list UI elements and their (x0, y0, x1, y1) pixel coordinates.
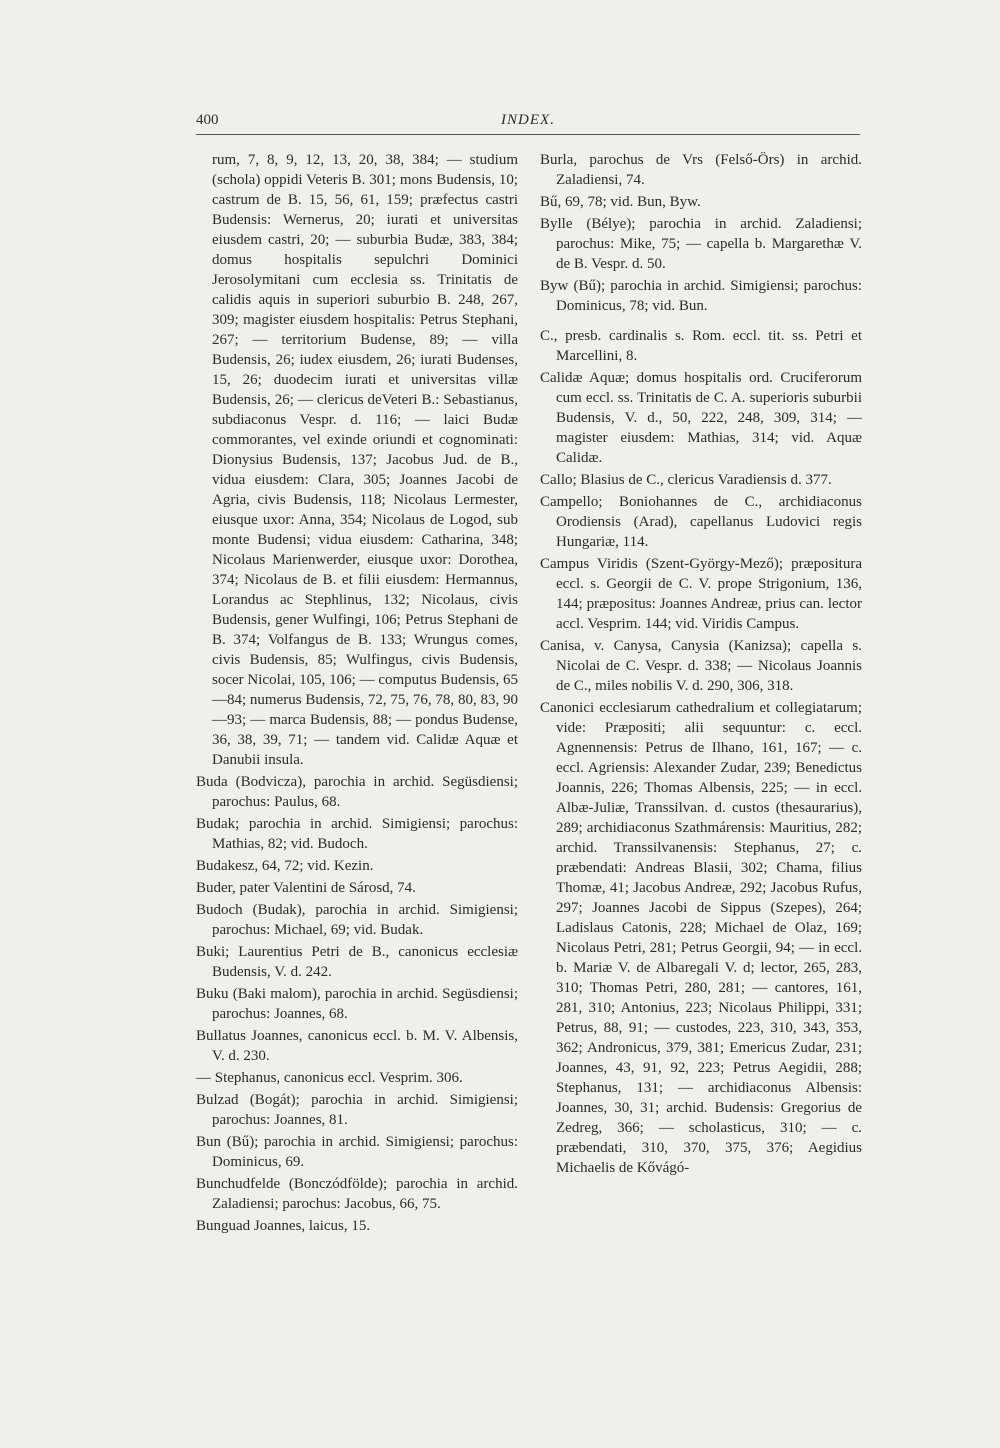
index-entry: — Stephanus, canonicus eccl. Vesprim. 306. (196, 1070, 463, 1086)
index-entry: Bunchudfelde (Bonczódfölde); parochia in archid. Zaladiensi; parochus: Jacobus, 66, 75. (196, 1176, 518, 1212)
index-entry: Burla, parochus de Vrs (Felső-Örs) in archid. Zaladiensi, 74. (540, 152, 862, 188)
index-entry: Bun (Bű); parochia in archid. Simigiensi; parochus: Dominicus, 69. (196, 1134, 518, 1170)
index-entry: Callo; Blasius de C., clericus Varadiensis d. 377. (540, 472, 832, 488)
index-entry: Bullatus Joannes, canonicus eccl. b. M. V. Albensis, V. d. 230. (196, 1028, 518, 1064)
index-entry: Budakesz, 64, 72; vid. Kezin. (196, 858, 374, 874)
index-entry: Byw (Bű); parochia in archid. Simigiensi; parochus: Dominicus, 78; vid. Bun. (540, 278, 862, 314)
index-entry: Bulzad (Bogát); parochia in archid. Simigiensi; parochus: Joannes, 81. (196, 1092, 518, 1128)
index-entry: Bylle (Bélye); parochia in archid. Zaladiensi; parochus: Mike, 75; — capella b. Margarethæ V. de B. Vespr. d. 50. (540, 216, 862, 272)
page-header (196, 110, 860, 135)
index-entry: Campello; Boniohannes de C., archidiaconus Orodiensis (Arad), capellanus Ludovici regis Hungariæ, 114. (540, 494, 862, 550)
right-column (540, 150, 862, 1180)
index-entry: Buder, pater Valentini de Sárosd, 74. (196, 880, 416, 896)
left-column (196, 150, 518, 1238)
index-entry: Buku (Baki malom), parochia in archid. Següsdiensi; parochus: Joannes, 68. (196, 986, 518, 1022)
index-entry: C., presb. cardinalis s. Rom. eccl. tit. ss. Petri et Marcellini, 8. (540, 328, 862, 364)
index-entry: Canisa, v. Canysa, Canysia (Kanizsa); capella s. Nicolai de C. Vespr. d. 338; — Nicolaus Joannis de C., miles nobilis V. d. 290, 306, 318. (540, 638, 862, 694)
index-entry: Campus Viridis (Szent-György-Mező); præpositura eccl. s. Georgii de C. V. prope Strigonium, 136, 144; præpositus: Joannes Andreæ, prius can. lector accl. Vesprim. 144; vid. Viridis Campus. (540, 556, 862, 632)
index-entry: Buki; Laurentius Petri de B., canonicus ecclesiæ Budensis, V. d. 242. (196, 944, 518, 980)
index-entry: Bunguad Joannes, laicus, 15. (196, 1218, 371, 1234)
index-entry: Canonici ecclesiarum cathedralium et collegiatarum; vide: Præpositi; alii sequuntur: c. eccl. Agnennensis: Petrus de Ilhano, 161, 167; — c. eccl. Agriensis: Alexander Zudar, 239; Benedictus Joannis, 226; Thomas Albensis, 225; — in eccl. Albæ-Juliæ, Transsilvan. d. custos (thesaurarius), 289; archidiaconus Szathmárensis: Mauritius, 282; archid. Transsilvanensis: Stephanus, 27; c. præbendati: Andreas Blasii, 302; Chama, filius Thomæ, 41; Jacobus Andreæ, 292; Jacobus Rufus, 297; Joannes Jacobi de Sippus (Szepes), 264; Ladislaus Catonis, 228; Michael de Olaz, 169; Nicolaus Petri, 281; Petrus Georgii, 94; — in eccl. b. Mariæ V. de Albaregali V. d; lector, 265, 283, 310; Thomas Petri, 280, 281; — cantores, 161, 281, 310; Antonius, 223; Nicolaus Philippi, 331; Petrus, 88, 91; — custodes, 223, 310, 343, 353, 362; Andronicus, 379, 381; Emericus Zudar, 231; Joannes, 43, 91, 92, 223; Petrus Aegidii, 288; Stephanus, 131; — archidiaconus Albensis: Joannes, 30, 31; archid. Budensis: Gregorius de Zedreg, 366; — scholasticus, 310; — c. præbendati, 310, 370, 375, 376; Aegidius Michaelis de Kővágó- (540, 700, 862, 1176)
index-entry: rum, 7, 8, 9, 12, 13, 20, 38, 384; — studium (schola) oppidi Veteris B. 301; mons Budensis, 10; castrum de B. 15, 56, 61, 159; præfectus castri Budensis: Wernerus, 20; iurati et universitas eiusdem castri, 20; — suburbia Budæ, 383, 384; domus hospitalis sepulchri Dominici Jerosolymitani cum ecclesia ss. Trinitatis de calidis aquis in superiori suburbio B. 248, 267, 309; magister eiusdem hospitalis: Petrus Stephani, 267; — territorium Budense, 89; — villa Budensis, 26; iudex eiusdem, 26; iurati Budenses, 15, 26; duodecim iurati et universitas villæ Budensis, 26; — clericus deVeteri B.: Sebastianus, subdiaconus Vespr. d. 116; — laici Budæ commorantes, vel exinde oriundi et cognominati: Dionysius Budensis, 137; Jacobus Jud. de B., vidua eiusdem: Clara, 305; Joannes Jacobi de Agria, civis Budensis, 118; Nicolaus Lermester, eiusque uxor: Anna, 354; Nicolaus de Logod, sub monte Budensi; vidua eiusdem: Catharina, 348; Nicolaus Marienwerder, eiusque uxor: Dorothea, 374; Nicolaus de B. et filii eiusdem: Hermannus, Lorandus ac Stephlinus, 132; Nicolaus, civis Budensis, gener Wulfingi, 106; Petrus Stephani de B. 374; Volfangus de B. 133; Wrungus comes, civis Budensis, 85; Wulfingus, civis Budensis, socer Nicolai, 105, 106; — computus Budensis, 65—84; numerus Budensis, 72, 75, 76, 78, 80, 83, 90—93; — marca Budensis, 88; — pondus Budense, 36, 38, 39, 71; — tandem vid. Calidæ Aquæ et Danubii insula. (212, 152, 518, 768)
index-entry: Calidæ Aquæ; domus hospitalis ord. Cruciferorum cum eccl. ss. Trinitatis de C. A. superioris suburbii Budensis, V. d., 50, 222, 248, 309, 314; — magister eiusdem: Mathias, 314; vid. Aquæ Calidæ. (540, 370, 862, 466)
index-entry: Buda (Bodvicza), parochia in archid. Següsdiensi; parochus: Paulus, 68. (196, 774, 518, 810)
running-title: INDEX. (501, 112, 555, 128)
index-entry: Bű, 69, 78; vid. Bun, Byw. (540, 194, 701, 210)
index-entry: Budoch (Budak), parochia in archid. Simigiensi; parochus: Michael, 69; vid. Budak. (196, 902, 518, 938)
page-number: 400 (196, 112, 219, 128)
index-entry: Budak; parochia in archid. Simigiensi; parochus: Mathias, 82; vid. Budoch. (196, 816, 518, 852)
